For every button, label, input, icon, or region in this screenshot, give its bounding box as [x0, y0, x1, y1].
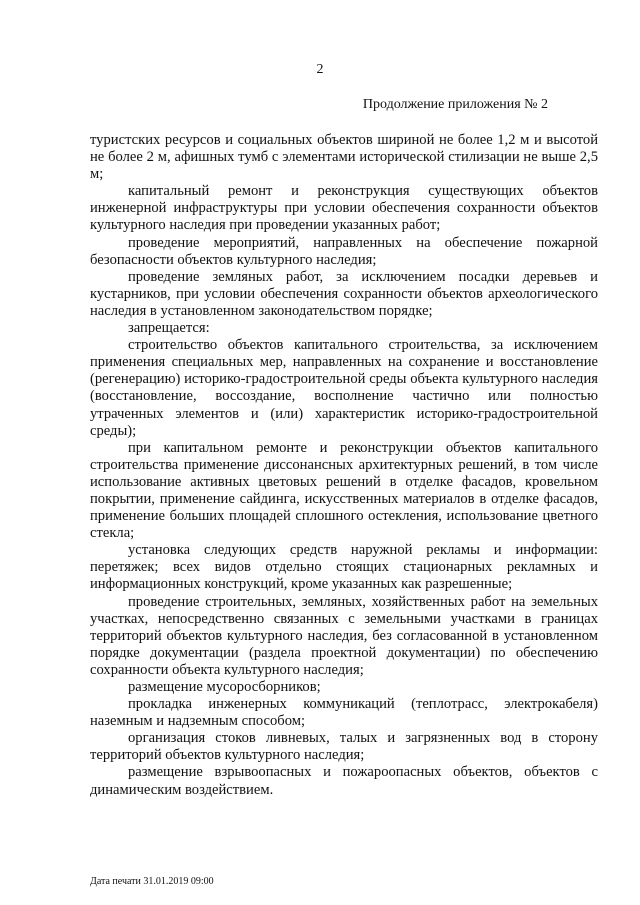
- paragraph: при капитальном ремонте и реконструкции объектов капитального строительства применение диссонансных архитектурных решений, в том числе использование активных цветовых решений в отделке фасадов, кровельном покрытии, применение сайдинга, искусственных материалов в отделке фасадов, применение больших площадей сплошного остекления, использование цветного стекла;: [90, 439, 598, 542]
- paragraph: капитальный ремонт и реконструкция существующих объектов инженерной инфраструктуры при условии обеспечения сохранности объектов культурного наследия при проведении указанных работ;: [90, 183, 598, 234]
- paragraph: установка следующих средств наружной рекламы и информации: перетяжек; всех видов отдельно стоящих стационарных рекламных и информационных конструкций, кроме указанных как разрешенные;: [90, 542, 598, 593]
- paragraph: размещение мусоросборников;: [128, 679, 321, 695]
- paragraph: проведение земляных работ, за исключением посадки деревьев и кустарников, при условии обеспечения сохранности объектов археологического наследия в установленном законодательством порядке;: [90, 268, 598, 319]
- paragraph: строительство объектов капитального строительства, за исключением применения специальных мер, направленных на сохранение и восстановление (регенерацию) историко-градостроительной среды объекта культурного наследия (восстановление, воссоздание, восполнение частично или полностью утраченных элементов и (или) характеристик историко-градостроительной среды);: [90, 337, 598, 439]
- paragraph-prohibited-heading: запрещается:: [128, 320, 210, 337]
- document-body: [90, 132, 598, 799]
- paragraph: размещение взрывоопасных и пожароопасных объектов, объектов с динамическим воздействием.: [90, 764, 598, 798]
- paragraph: прокладка инженерных коммуникаций (теплотрасс, электрокабеля) наземным и надземным способом;: [90, 696, 598, 730]
- paragraph: проведение мероприятий, направленных на обеспечение пожарной безопасности объектов культурного наследия;: [90, 234, 598, 268]
- paragraph: организация стоков ливневых, талых и загрязненных вод в сторону территорий объектов культурного наследия;: [90, 730, 598, 764]
- paragraph: туристских ресурсов и социальных объектов шириной не более 1,2 м и высотой не более 2 м, афишных тумб с элементами исторической стилизации не выше 2,5 м;: [90, 132, 598, 183]
- appendix-continuation-header: Продолжение приложения № 2: [362, 97, 548, 112]
- print-date: Дата печати 31.01.2019 09:00: [90, 876, 214, 887]
- page-number: 2: [316, 62, 324, 77]
- paragraph: проведение строительных, земляных, хозяйственных работ на земельных участках, непосредственно связанных с земельными участками в границах территорий объектов культурного наследия, без согласованной в установленном порядке документации (раздела проектной документации) по обеспечению сохранности объекта культурного наследия;: [90, 593, 598, 678]
